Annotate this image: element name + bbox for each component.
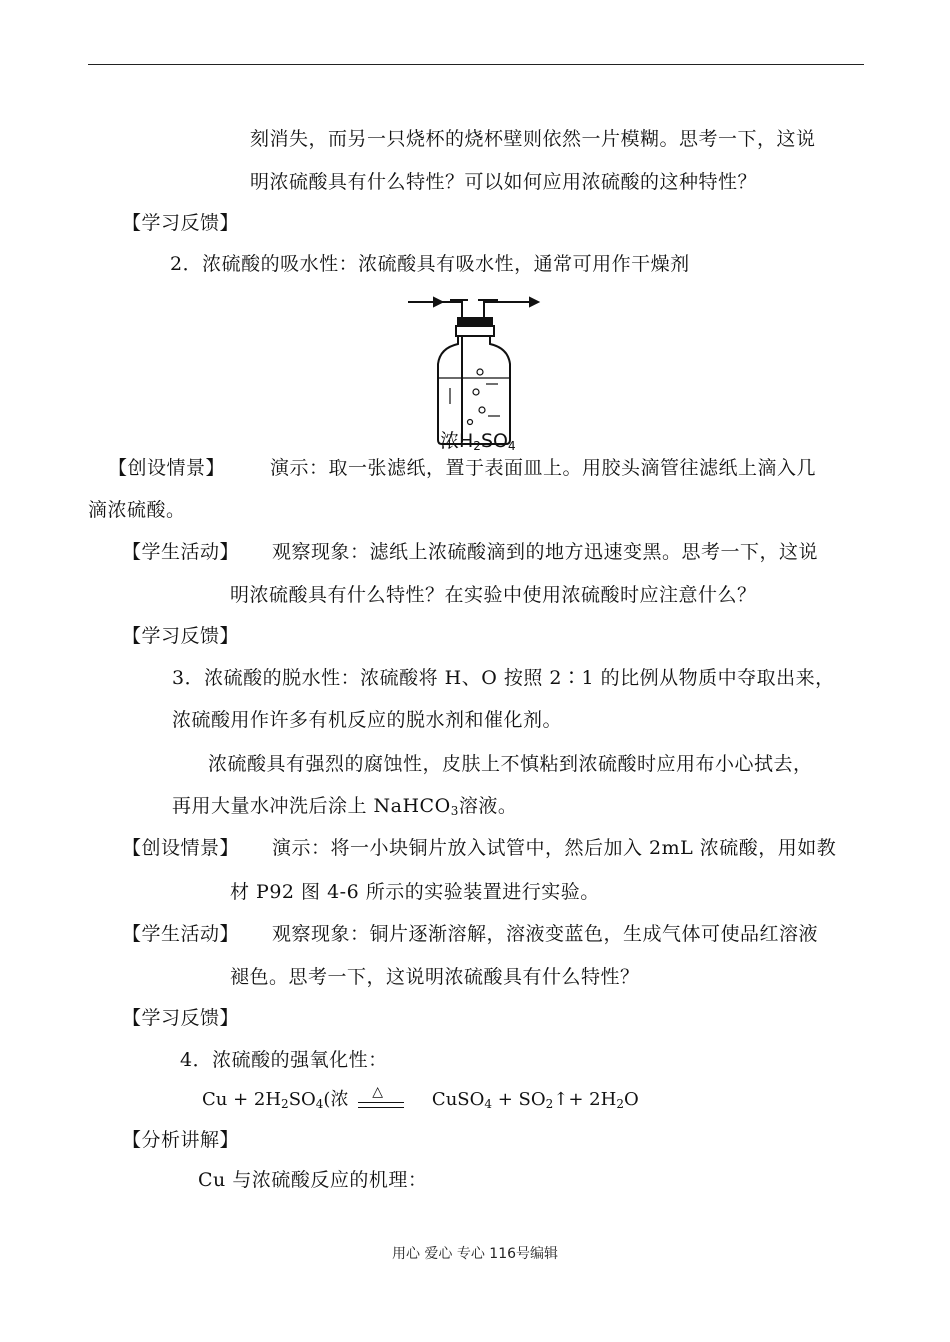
section-heading-scenario: 【创设情景】 xyxy=(108,457,226,479)
point-2-hygroscopic: 2．浓硫酸的吸水性：浓硫酸具有吸水性，通常可用作干燥剂 xyxy=(170,253,690,275)
text-line: 浓硫酸用作许多有机反应的脱水剂和催化剂。 xyxy=(172,709,563,731)
activity-text: 观察现象：滤纸上浓硫酸滴到的地方迅速变黑。思考一下，这说 xyxy=(272,541,819,563)
scenario-text: 演示：将一小块铜片放入试管中，然后加入 2mL 浓硫酸，用如教 xyxy=(272,837,837,859)
point-4-oxidizing: 4．浓硫酸的强氧化性： xyxy=(180,1049,388,1071)
header-rule xyxy=(88,64,864,65)
text-line: 明浓硫酸具有什么特性？在实验中使用浓硫酸时应注意什么？ xyxy=(230,584,757,606)
activity-text: 观察现象：铜片逐渐溶解，溶液变蓝色，生成气体可使品红溶液 xyxy=(272,923,819,945)
section-heading-student-activity: 【学生活动】 xyxy=(122,541,240,563)
section-heading-student-activity: 【学生活动】 xyxy=(122,923,240,945)
heat-equals-sign: △ xyxy=(358,1090,404,1110)
figure-label: 浓$H_2SO_4$ xyxy=(440,430,516,453)
text-line: 刻消失，而另一只烧杯的烧杯壁则依然一片模糊。思考一下，这说 xyxy=(250,128,816,150)
section-heading-feedback: 【学习反馈】 xyxy=(122,1007,240,1029)
page-footer: 用心 爱心 专心 116号编辑 xyxy=(391,1246,559,1262)
section-heading-analysis: 【分析讲解】 xyxy=(122,1129,240,1151)
chemical-equation: $Cu + 2H_2SO_4$(浓 △ CuSO$_4$ + $SO_2↑+ 2H_2O$ xyxy=(202,1084,639,1111)
section-heading-scenario: 【创设情景】 xyxy=(122,837,240,859)
scenario-text: 演示：取一张滤纸，置于表面皿上。用胶头滴管往滤纸上滴入几 xyxy=(270,457,817,479)
point-3-dehydration: 3．浓硫酸的脱水性：浓硫酸将 H、O 按照 2∶1 的比例从物质中夺取出来， xyxy=(172,667,835,689)
analysis-text: Cu 与浓硫酸反应的机理： xyxy=(198,1169,428,1191)
text-line: 明浓硫酸具有什么特性？可以如何应用浓硫酸的这种特性？ xyxy=(250,171,758,193)
text-line: 再用大量水冲洗后涂上 NaHCO$_3$溶液。 xyxy=(172,795,518,818)
text-line: 滴浓硫酸。 xyxy=(88,499,186,521)
text-line: 浓硫酸具有强烈的腐蚀性，皮肤上不慎粘到浓硫酸时应用布小心拭去， xyxy=(208,753,813,775)
text-line: 褪色。思考一下，这说明浓硫酸具有什么特性？ xyxy=(230,966,640,988)
text-line: 材 P92 图 4-6 所示的实验装置进行实验。 xyxy=(230,881,600,903)
section-heading-feedback: 【学习反馈】 xyxy=(122,625,240,647)
section-heading-feedback: 【学习反馈】 xyxy=(122,212,240,234)
